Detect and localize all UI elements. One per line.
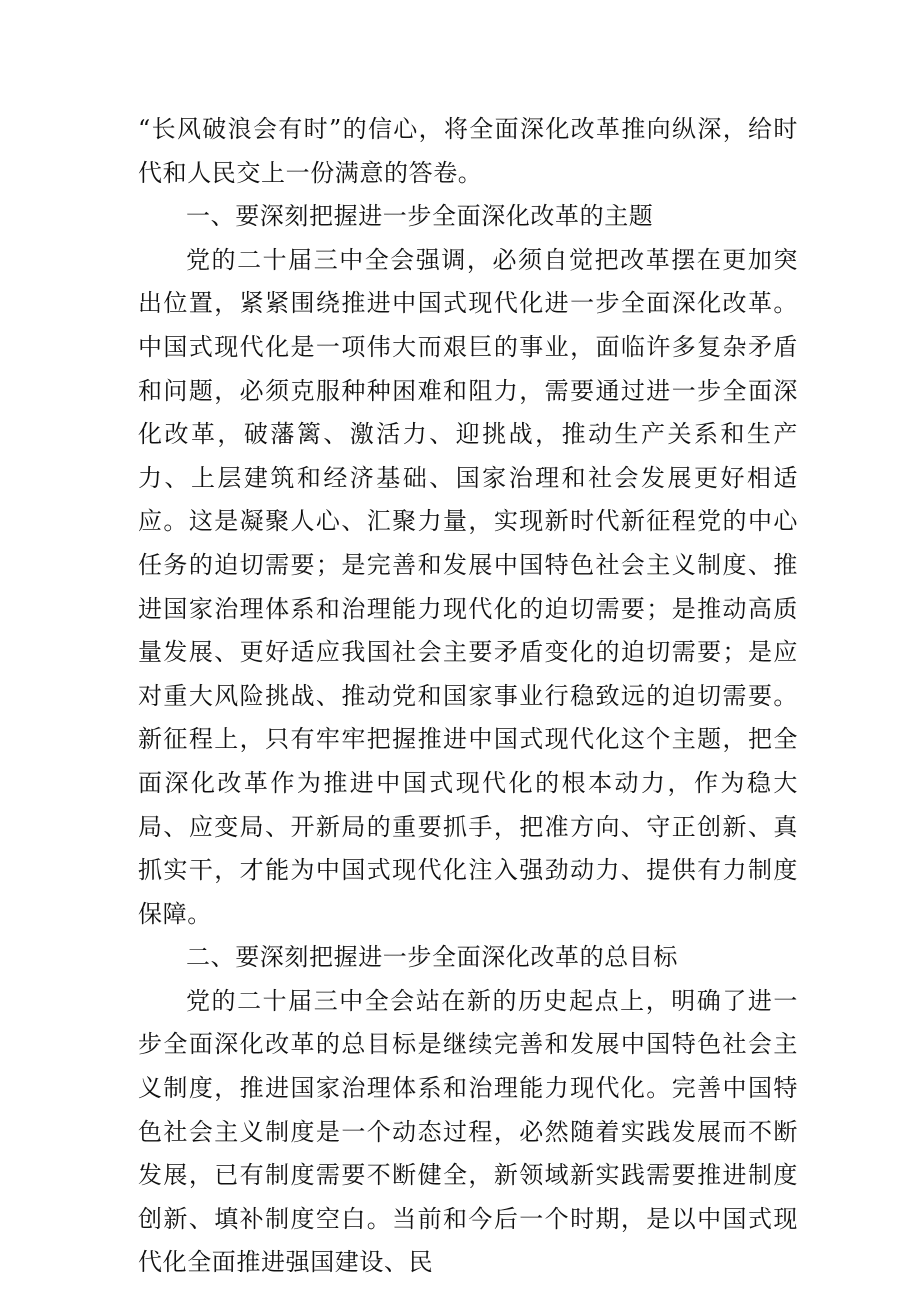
paragraph-section-2: 党的二十届三中全会站在新的历史起点上，明确了进一步全面深化改革的总目标是继续完善和发展中国特色社会主义制度，推进国家治理体系和治理能力现代化。完善中国特色社会主义制度是一个动态过程，必然随着实践发展而不断发展，已有制度需要不断健全，新领域新实践需要推进制度创新、填补制度空白。当前和今后一个时期，是以中国式现代化全面推进强国建设、民 [138, 986, 798, 1277]
paragraph-continuation: “长风破浪会有时”的信心，将全面深化改革推向纵深，给时代和人民交上一份满意的答卷。 [138, 115, 798, 187]
section-heading-2: 二、要深刻把握进一步全面深化改革的总目标 [186, 943, 678, 972]
document-body [138, 108, 798, 1285]
section-heading-1: 一、要深刻把握进一步全面深化改革的主题 [186, 202, 654, 231]
paragraph-section-1: 党的二十届三中全会强调，必须自觉把改革摆在更加突出位置，紧紧围绕推进中国式现代化进一步全面深化改革。中国式现代化是一项伟大而艰巨的事业，面临许多复杂矛盾和问题，必须克服种种困难和阻力，需要通过进一步全面深化改革，破藩篱、激活力、迎挑战，推动生产关系和生产力、上层建筑和经济基础、国家治理和社会发展更好相适应。这是凝聚人心、汇聚力量，实现新时代新征程党的中心任务的迫切需要；是完善和发展中国特色社会主义制度、推进国家治理体系和治理能力现代化的迫切需要；是推动高质量发展、更好适应我国社会主要矛盾变化的迫切需要；是应对重大风险挑战、推动党和国家事业行稳致远的迫切需要。新征程上，只有牢牢把握推进中国式现代化这个主题，把全面深化改革作为推进中国式现代化的根本动力，作为稳大局、应变局、开新局的重要抓手，把准方向、守正创新、真抓实干，才能为中国式现代化注入强劲动力、提供有力制度保障。 [138, 245, 798, 928]
